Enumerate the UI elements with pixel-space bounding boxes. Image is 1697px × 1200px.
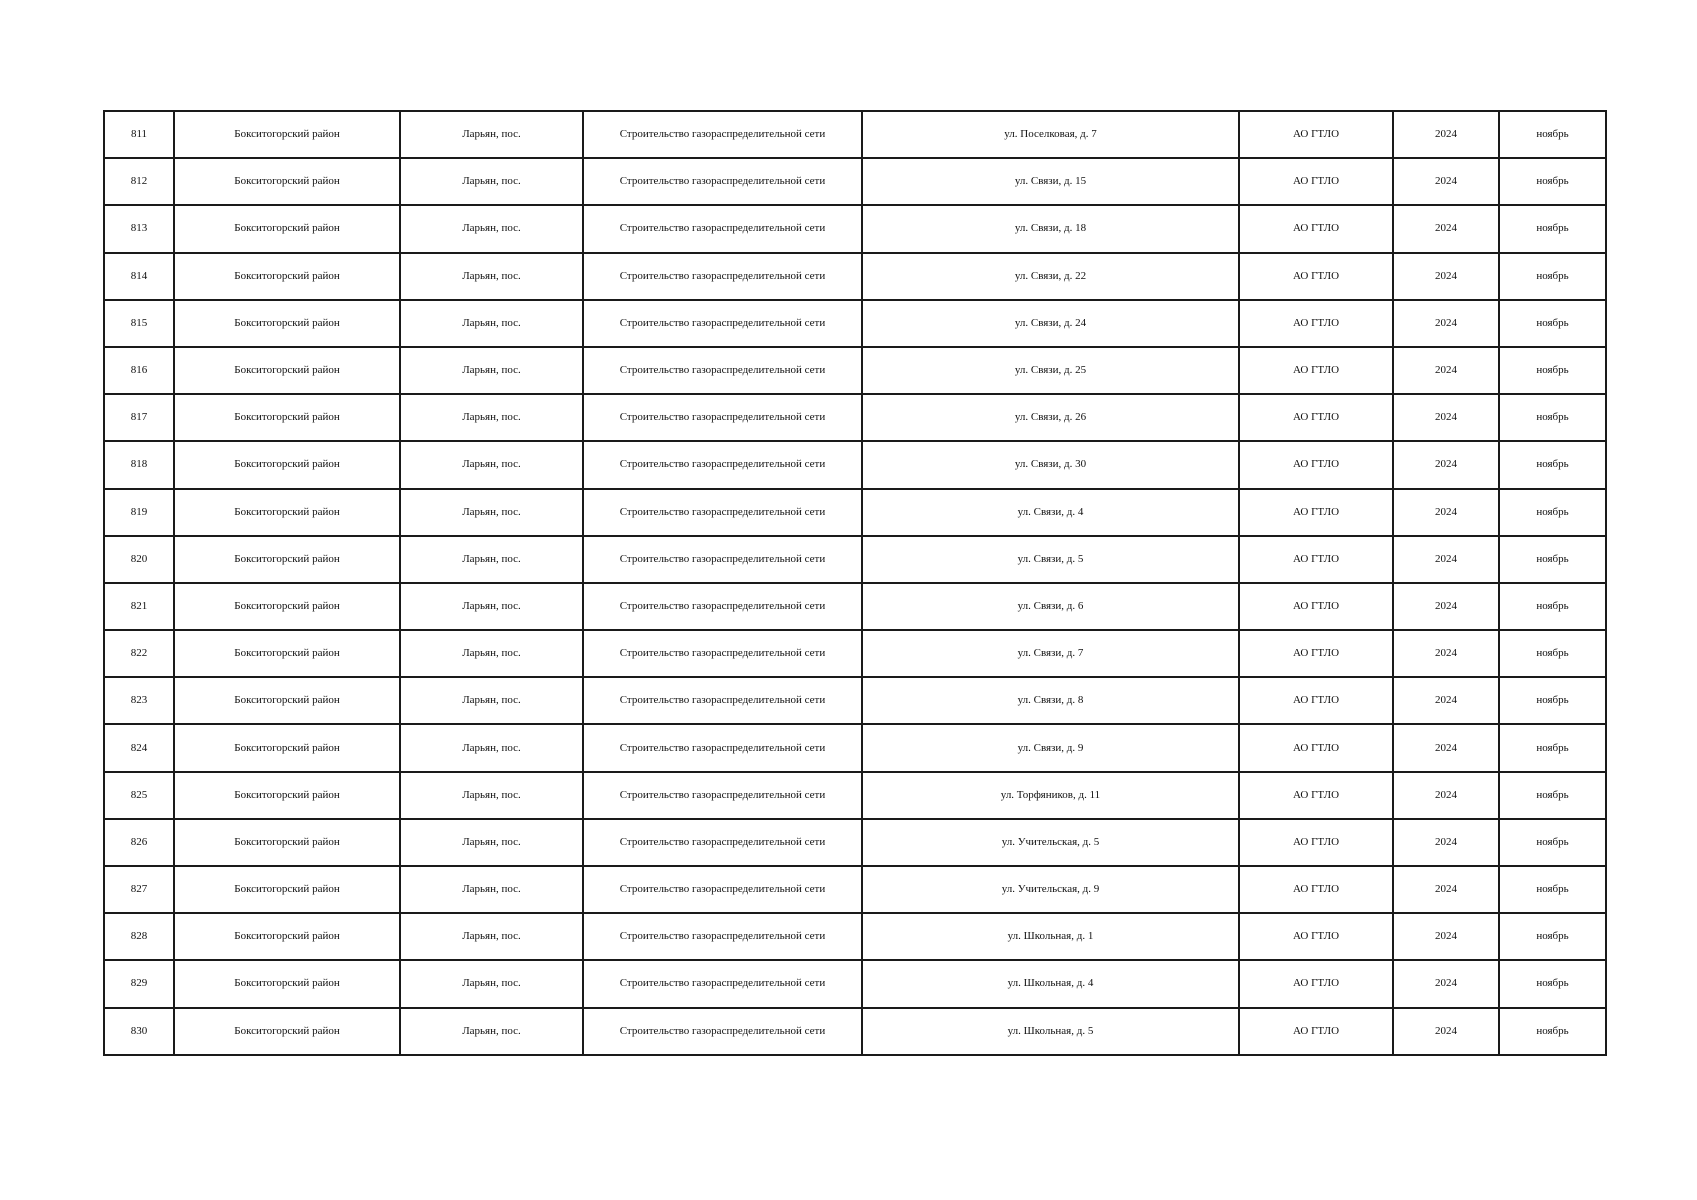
table-row [104, 347, 1606, 394]
row-number-cell: 816 [104, 347, 174, 394]
year-cell: 2024 [1393, 111, 1499, 158]
row-number-cell: 821 [104, 583, 174, 630]
organization-cell: АО ГТЛО [1239, 300, 1393, 347]
organization-cell: АО ГТЛО [1239, 913, 1393, 960]
row-number-cell: 811 [104, 111, 174, 158]
address-cell: ул. Школьная, д. 4 [862, 960, 1239, 1007]
year-cell: 2024 [1393, 205, 1499, 252]
district-cell: Бокситогорский район [174, 111, 400, 158]
district-cell: Бокситогорский район [174, 394, 400, 441]
address-cell: ул. Школьная, д. 1 [862, 913, 1239, 960]
row-number-cell: 820 [104, 536, 174, 583]
work-type-cell: Строительство газораспределительной сети [583, 866, 862, 913]
month-cell: ноябрь [1499, 913, 1606, 960]
table-row [104, 394, 1606, 441]
locality-cell: Ларьян, пос. [400, 960, 583, 1007]
work-type-cell: Строительство газораспределительной сети [583, 441, 862, 488]
year-cell: 2024 [1393, 300, 1499, 347]
locality-cell: Ларьян, пос. [400, 866, 583, 913]
address-cell: ул. Связи, д. 8 [862, 677, 1239, 724]
district-cell: Бокситогорский район [174, 583, 400, 630]
row-number-cell: 819 [104, 489, 174, 536]
organization-cell: АО ГТЛО [1239, 489, 1393, 536]
month-cell: ноябрь [1499, 253, 1606, 300]
locality-cell: Ларьян, пос. [400, 394, 583, 441]
district-cell: Бокситогорский район [174, 1008, 400, 1055]
row-number-cell: 817 [104, 394, 174, 441]
district-cell: Бокситогорский район [174, 866, 400, 913]
row-number-cell: 813 [104, 205, 174, 252]
year-cell: 2024 [1393, 960, 1499, 1007]
district-cell: Бокситогорский район [174, 630, 400, 677]
address-cell: ул. Связи, д. 6 [862, 583, 1239, 630]
year-cell: 2024 [1393, 253, 1499, 300]
work-type-cell: Строительство газораспределительной сети [583, 347, 862, 394]
work-type-cell: Строительство газораспределительной сети [583, 158, 862, 205]
district-cell: Бокситогорский район [174, 205, 400, 252]
year-cell: 2024 [1393, 347, 1499, 394]
table-row [104, 111, 1606, 158]
work-type-cell: Строительство газораспределительной сети [583, 772, 862, 819]
address-cell: ул. Торфяников, д. 11 [862, 772, 1239, 819]
work-type-cell: Строительство газораспределительной сети [583, 394, 862, 441]
month-cell: ноябрь [1499, 724, 1606, 771]
row-number-cell: 815 [104, 300, 174, 347]
address-cell: ул. Поселковая, д. 7 [862, 111, 1239, 158]
schedule-table [103, 110, 1607, 1056]
month-cell: ноябрь [1499, 205, 1606, 252]
locality-cell: Ларьян, пос. [400, 158, 583, 205]
organization-cell: АО ГТЛО [1239, 394, 1393, 441]
district-cell: Бокситогорский район [174, 960, 400, 1007]
work-type-cell: Строительство газораспределительной сети [583, 630, 862, 677]
work-type-cell: Строительство газораспределительной сети [583, 536, 862, 583]
organization-cell: АО ГТЛО [1239, 583, 1393, 630]
month-cell: ноябрь [1499, 677, 1606, 724]
work-type-cell: Строительство газораспределительной сети [583, 677, 862, 724]
district-cell: Бокситогорский район [174, 677, 400, 724]
locality-cell: Ларьян, пос. [400, 111, 583, 158]
organization-cell: АО ГТЛО [1239, 205, 1393, 252]
district-cell: Бокситогорский район [174, 441, 400, 488]
locality-cell: Ларьян, пос. [400, 536, 583, 583]
district-cell: Бокситогорский район [174, 819, 400, 866]
table-row [104, 1008, 1606, 1055]
work-type-cell: Строительство газораспределительной сети [583, 819, 862, 866]
work-type-cell: Строительство газораспределительной сети [583, 1008, 862, 1055]
year-cell: 2024 [1393, 819, 1499, 866]
year-cell: 2024 [1393, 630, 1499, 677]
address-cell: ул. Связи, д. 9 [862, 724, 1239, 771]
table-row [104, 913, 1606, 960]
address-cell: ул. Связи, д. 7 [862, 630, 1239, 677]
row-number-cell: 827 [104, 866, 174, 913]
table-row [104, 866, 1606, 913]
work-type-cell: Строительство газораспределительной сети [583, 111, 862, 158]
work-type-cell: Строительство газораспределительной сети [583, 583, 862, 630]
address-cell: ул. Связи, д. 4 [862, 489, 1239, 536]
table-row [104, 819, 1606, 866]
locality-cell: Ларьян, пос. [400, 913, 583, 960]
work-type-cell: Строительство газораспределительной сети [583, 724, 862, 771]
address-cell: ул. Учительская, д. 5 [862, 819, 1239, 866]
district-cell: Бокситогорский район [174, 300, 400, 347]
month-cell: ноябрь [1499, 158, 1606, 205]
locality-cell: Ларьян, пос. [400, 583, 583, 630]
organization-cell: АО ГТЛО [1239, 158, 1393, 205]
district-cell: Бокситогорский район [174, 489, 400, 536]
year-cell: 2024 [1393, 866, 1499, 913]
row-number-cell: 830 [104, 1008, 174, 1055]
month-cell: ноябрь [1499, 489, 1606, 536]
locality-cell: Ларьян, пос. [400, 772, 583, 819]
row-number-cell: 823 [104, 677, 174, 724]
year-cell: 2024 [1393, 913, 1499, 960]
month-cell: ноябрь [1499, 630, 1606, 677]
row-number-cell: 812 [104, 158, 174, 205]
row-number-cell: 826 [104, 819, 174, 866]
district-cell: Бокситогорский район [174, 536, 400, 583]
address-cell: ул. Связи, д. 22 [862, 253, 1239, 300]
district-cell: Бокситогорский район [174, 913, 400, 960]
address-cell: ул. Связи, д. 25 [862, 347, 1239, 394]
row-number-cell: 822 [104, 630, 174, 677]
row-number-cell: 824 [104, 724, 174, 771]
locality-cell: Ларьян, пос. [400, 489, 583, 536]
month-cell: ноябрь [1499, 960, 1606, 1007]
table-row [104, 441, 1606, 488]
table-row [104, 205, 1606, 252]
year-cell: 2024 [1393, 394, 1499, 441]
year-cell: 2024 [1393, 677, 1499, 724]
organization-cell: АО ГТЛО [1239, 677, 1393, 724]
year-cell: 2024 [1393, 1008, 1499, 1055]
row-number-cell: 814 [104, 253, 174, 300]
table-row [104, 724, 1606, 771]
locality-cell: Ларьян, пос. [400, 347, 583, 394]
district-cell: Бокситогорский район [174, 724, 400, 771]
locality-cell: Ларьян, пос. [400, 441, 583, 488]
table-row [104, 677, 1606, 724]
district-cell: Бокситогорский район [174, 253, 400, 300]
address-cell: ул. Школьная, д. 5 [862, 1008, 1239, 1055]
locality-cell: Ларьян, пос. [400, 205, 583, 252]
year-cell: 2024 [1393, 158, 1499, 205]
row-number-cell: 828 [104, 913, 174, 960]
table-row [104, 772, 1606, 819]
table-row [104, 300, 1606, 347]
month-cell: ноябрь [1499, 441, 1606, 488]
work-type-cell: Строительство газораспределительной сети [583, 913, 862, 960]
month-cell: ноябрь [1499, 300, 1606, 347]
locality-cell: Ларьян, пос. [400, 724, 583, 771]
organization-cell: АО ГТЛО [1239, 347, 1393, 394]
month-cell: ноябрь [1499, 111, 1606, 158]
table-row [104, 253, 1606, 300]
organization-cell: АО ГТЛО [1239, 772, 1393, 819]
row-number-cell: 818 [104, 441, 174, 488]
address-cell: ул. Связи, д. 18 [862, 205, 1239, 252]
month-cell: ноябрь [1499, 819, 1606, 866]
month-cell: ноябрь [1499, 536, 1606, 583]
organization-cell: АО ГТЛО [1239, 441, 1393, 488]
work-type-cell: Строительство газораспределительной сети [583, 489, 862, 536]
table-row [104, 630, 1606, 677]
table-row [104, 536, 1606, 583]
month-cell: ноябрь [1499, 583, 1606, 630]
month-cell: ноябрь [1499, 394, 1606, 441]
schedule-table-body [104, 111, 1606, 1055]
organization-cell: АО ГТЛО [1239, 1008, 1393, 1055]
address-cell: ул. Связи, д. 30 [862, 441, 1239, 488]
locality-cell: Ларьян, пос. [400, 677, 583, 724]
organization-cell: АО ГТЛО [1239, 724, 1393, 771]
address-cell: ул. Связи, д. 24 [862, 300, 1239, 347]
table-row [104, 489, 1606, 536]
year-cell: 2024 [1393, 724, 1499, 771]
row-number-cell: 825 [104, 772, 174, 819]
row-number-cell: 829 [104, 960, 174, 1007]
organization-cell: АО ГТЛО [1239, 819, 1393, 866]
organization-cell: АО ГТЛО [1239, 866, 1393, 913]
month-cell: ноябрь [1499, 772, 1606, 819]
organization-cell: АО ГТЛО [1239, 253, 1393, 300]
district-cell: Бокситогорский район [174, 772, 400, 819]
month-cell: ноябрь [1499, 347, 1606, 394]
address-cell: ул. Учительская, д. 9 [862, 866, 1239, 913]
table-row [104, 960, 1606, 1007]
locality-cell: Ларьян, пос. [400, 300, 583, 347]
organization-cell: АО ГТЛО [1239, 630, 1393, 677]
district-cell: Бокситогорский район [174, 347, 400, 394]
locality-cell: Ларьян, пос. [400, 1008, 583, 1055]
address-cell: ул. Связи, д. 26 [862, 394, 1239, 441]
work-type-cell: Строительство газораспределительной сети [583, 960, 862, 1007]
work-type-cell: Строительство газораспределительной сети [583, 253, 862, 300]
address-cell: ул. Связи, д. 15 [862, 158, 1239, 205]
year-cell: 2024 [1393, 536, 1499, 583]
district-cell: Бокситогорский район [174, 158, 400, 205]
work-type-cell: Строительство газораспределительной сети [583, 205, 862, 252]
organization-cell: АО ГТЛО [1239, 960, 1393, 1007]
table-row [104, 583, 1606, 630]
locality-cell: Ларьян, пос. [400, 253, 583, 300]
year-cell: 2024 [1393, 489, 1499, 536]
table-row [104, 158, 1606, 205]
locality-cell: Ларьян, пос. [400, 630, 583, 677]
year-cell: 2024 [1393, 772, 1499, 819]
work-type-cell: Строительство газораспределительной сети [583, 300, 862, 347]
locality-cell: Ларьян, пос. [400, 819, 583, 866]
address-cell: ул. Связи, д. 5 [862, 536, 1239, 583]
month-cell: ноябрь [1499, 866, 1606, 913]
year-cell: 2024 [1393, 583, 1499, 630]
organization-cell: АО ГТЛО [1239, 111, 1393, 158]
organization-cell: АО ГТЛО [1239, 536, 1393, 583]
month-cell: ноябрь [1499, 1008, 1606, 1055]
year-cell: 2024 [1393, 441, 1499, 488]
